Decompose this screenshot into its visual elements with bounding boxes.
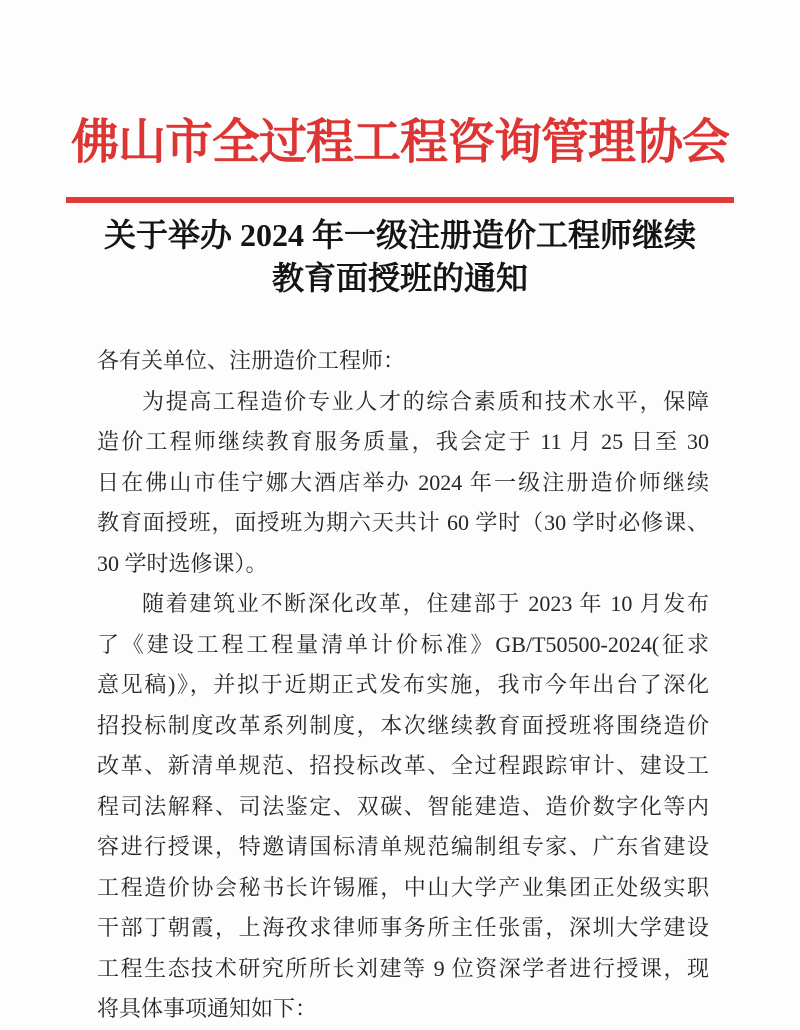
- body-line: 日在佛山市佳宁娜大酒店举办 2024 年一级注册造价师继续: [97, 469, 709, 495]
- body-line: 了《建设工程工程量清单计价标准》GB/T50500-2024(征求: [97, 631, 709, 657]
- body-line: 将具体事项通知如下：: [97, 996, 318, 1021]
- org-name-heading: 佛山市全过程工程咨询管理协会: [70, 116, 729, 169]
- body-line: 工程生态技术研究所所长刘建等 9 位资深学者进行授课，现: [97, 955, 709, 981]
- document-title-line1: 关于举办 2024 年一级注册造价工程师继续: [103, 217, 696, 253]
- body-line: 程司法解释、司法鉴定、双碳、智能建造、造价数字化等内: [97, 793, 709, 819]
- body-line: 干部丁朝霞，上海孜求律师事务所主任张雷，深圳大学建设: [97, 915, 709, 940]
- body-line: 随着建筑业不断深化改革，住建部于 2023 年 10 月发布: [142, 591, 709, 616]
- body-line: 改革、新清单规范、招投标改革、全过程跟踪审计、建设工: [97, 753, 709, 778]
- body-line: 教育面授班，面授班为期六天共计 60 学时（30 学时必修课、: [97, 510, 709, 535]
- body-line: 造价工程师继续教育服务质量，我会定于 11 月 25 日至 30: [97, 429, 709, 454]
- body-line: 招投标制度改革系列制度，本次继续教育面授班将围绕造价: [97, 712, 709, 738]
- body-line: 为提高工程造价专业人才的综合素质和技术水平，保障: [142, 388, 709, 414]
- body-line: 容进行授课，特邀请国标清单规范编制组专家、广东省建设: [97, 834, 709, 859]
- body-line: 30 学时选修课）。: [97, 550, 268, 576]
- body-line: 工程造价协会秘书长许锡雁，中山大学产业集团正处级实职: [97, 874, 709, 900]
- header-divider-rule: [66, 197, 734, 203]
- document-title-line2: 教育面授班的通知: [271, 260, 528, 296]
- document-title: [40, 214, 760, 300]
- body-line: 意见稿)》，并拟于近期正式发布实施，我市今年出台了深化: [97, 672, 709, 697]
- body-line: 各有关单位、注册造价工程师：: [97, 348, 406, 373]
- document-body: [97, 341, 709, 1030]
